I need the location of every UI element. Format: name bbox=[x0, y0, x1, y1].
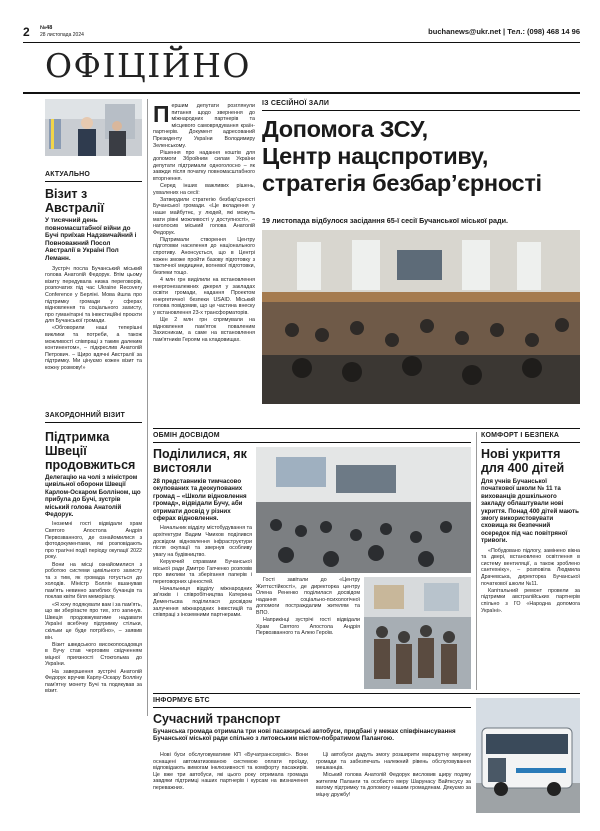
masthead-title: ОФІЦІЙНО bbox=[45, 46, 251, 85]
session-headline: Допомога ЗСУ, Центр нацспротиву, стратегія безбар’єрності bbox=[262, 116, 542, 196]
article-exchange-mid: Гості завітали до «Центру Життєстійкості», де директорка центру Олена Рененко поділилася досвідом надання соціально-психологічної допомоги постраждалим жителям та ВПО. Наприкінці зустрічі гості відвідали Храм Святого Апостола Андрія Первозванного та Алею Героїв. bbox=[256, 577, 360, 637]
session-subhead: 19 листопада відбулося засідання 65-ї сесії Бучанської міської ради. bbox=[262, 216, 508, 225]
header-rule bbox=[23, 42, 580, 43]
column-divider-right bbox=[476, 432, 477, 690]
article-lead: 28 представників тимчасово окупованих та деокупованих громад – «Школи відновлення громад», відвідали Бучу, аби отримати досвід у різних сферах відновлення. bbox=[153, 478, 247, 523]
header-separator: | bbox=[503, 27, 506, 36]
header-email[interactable]: buchanews@ukr.net bbox=[428, 27, 501, 36]
section-label-session: ІЗ СЕСІЙНОЇ ЗАЛИ bbox=[262, 100, 580, 111]
article-lead: У тисячний день повномасштабної війни до Бучі приїхав Надзвичайний і Повноважний Посол Австралії в Україні Пол Леманн. bbox=[45, 217, 137, 262]
bottom-rule bbox=[153, 693, 580, 694]
article-transport-body: Нові буси обслуговуватиме КП «Бучатранссервіс». Вони оснащені автоматизованою системою оплати проїзду, відповідають вимогам інклюзивності та комфорту пасажирів. Це вже три автобуси, які цього року отримала громада завдяки підтримці наших партнерів і курсам на визначення переважних. Ці автобуси дадуть змогу розширити маршрутну мережу громади та забезпечать належний рівень обслуговування мешканців. Міський голова Анатолій Федорук висловив щиру подяку жителям Паланги та особисто меру Шарунасу Вайтксусу за вагому підтримку та допомогу нашим громадянам. Дякуємо за міцну дружбу! bbox=[153, 752, 471, 799]
article-lead: Делегацію на чолі з міністром цивільної оборони Швеції Карлом-Оскаром Болліном, що прибула до Бучі, зустрів міський голова Анатолій Федорук. bbox=[45, 474, 141, 519]
article-body: Іноземні гості відвідали храм Святого Апостола Андрія Первозванного, де ознайомилися з фотодокументами, які розповідають про трагічні події періоду окупації 2022 року. Вони на місці ознайомилися з роботою системи цивільного захисту та з тим, як громада готується до холодів. Міністр Боллін вшанував пам'ять невинно загиблих бучанців та поклав квіти біля меморіалу. «Я хочу подякувати вам і за пам'ять, що ви зберігаєте про тих, хто загинув. Швеція продовжуватиме надавати Україні всебічну підтримку стільки, скільки це буде потрібно», – заявив він. Візит шведського високопосадовця в Бучу став черговим свідченням міцної приязності Стокгольма до України. На завершення зустрічі Анатолій Федорук вручив Карлу-Оскару Болліну пам'ятну монету Бучі та подякував за візит. bbox=[45, 521, 142, 695]
article-headline: Поділилися, як вистояли bbox=[153, 447, 247, 475]
issue-date: 28 листопада 2024 bbox=[40, 32, 84, 38]
header-contacts bbox=[428, 27, 580, 36]
page-header bbox=[23, 25, 580, 42]
header-phone: Тел.: (098) 468 14 96 bbox=[507, 27, 580, 36]
section-label-foreign: ЗАКОРДОННИЙ ВІЗИТ bbox=[45, 412, 142, 423]
article-exchange-left bbox=[153, 447, 252, 619]
article-body: Начальник відділу містобудування та архітектури Вадим Чмихов поділився досвідом відновлення інфраструктури після окупації та звернув особливу увагу на будівництво. Керуючий справами Бучанської міської ради Дмитро Гапченко розповів про виклики та зберігання паперів і переговорних цінностей. Начальниця відділу міжнародних зв'язків і співробітництва Катерина Дементьєва поділилася досвідом залучення міжнародних інвестицій та співпраці з іноземними партнерами. bbox=[153, 525, 252, 619]
section-label-actual: АКТУАЛЬНО bbox=[45, 171, 142, 182]
article-headline: Нові укриття для 400 дітей bbox=[481, 447, 565, 475]
article-body: Зустріч посла Бучанський міський голова Анатолій Федорук. Втім цьому візиту передувала низка переговорів, розпочатих під час Ukraine Recovery Conference у Берліні. Мова йшла про підтримку громади у сферах відновлення та соціального захисту, про гуманітарні та інвестиційні проєкти для Бучанської громади. «Обговорили наші теперішні виклики та потреби, а також можливості співпраці з таким далеким континентом», – підкреслив Анатолій Петрович. – Щиро вдячні Австралії за підтримку. Ми цінуємо кожен візит та кожну розмову!» bbox=[45, 265, 142, 371]
exchange-photo-visit bbox=[364, 577, 471, 689]
section-label-comfort: КОМФОРТ І БЕЗПЕКА bbox=[481, 432, 580, 443]
article-headline: Візит з Австралії bbox=[45, 187, 104, 215]
session-article-text: П ершим депутати розглянули питання щодо звернення до міжнародних партнерів та місцевого самоврядування країн-партнерів. Документ адресований Президенту України Володимиру Зеленському. Рішення про надання коштів для допомоги Збройним силам України депутати підтримали одноголосно – як завжди після початку повномасштабного вторгнення. Серед інших важливих рішень, ухвалених на сесії: Затвердили стратегію безбар'єрності Бучанської громади. «Це вкладення у наше майбутнє, у людей, які можуть мати рівні можливості у доступності», – наголосив міський голова Анатолій Федорук. Підтримали створення Центру підготовки населення до національного спротиву. Анонсується, що в Центрі кожен зможе пройти базову підготовку з тактичної медицини, вогневої підготовки, безпеки тощо. 4 млн грн виділили на встановлення енергонезалежних джерел у закладах освіти громади, надання Проектом енергетичної безпеки USAID. Міський голова повідомив, що це частина внеску у встановлення 23-х трансформаторів. Ще 2 млн грн спрямували на відновлення пам'яток поваленим Захисникам, а саме на встановлення пам'ятників Героям на кладовищах. bbox=[153, 101, 255, 343]
section-label-bts: ІНФОРМУЄ БТС bbox=[153, 697, 471, 708]
article-headline: Сучасний транспорт bbox=[153, 712, 281, 726]
exchange-photo-group bbox=[256, 447, 471, 573]
drop-cap: П bbox=[153, 101, 170, 127]
article-lead: Бучанська громада отримала три нові пасажирські автобуси, придбані у межах співфінансування Бучанської міської ради спільно з литовським містом-побратимом Палангою. bbox=[153, 728, 456, 743]
mid-rule bbox=[153, 428, 580, 429]
issue-number: №48 bbox=[40, 25, 53, 31]
article-headline: Підтримка Швеції продовжиться bbox=[45, 430, 136, 472]
bus-photo bbox=[476, 698, 580, 813]
page-number: 2 bbox=[23, 25, 30, 39]
masthead-rule bbox=[23, 92, 580, 94]
article-body: «Побудовано підлогу, замінено вікна та двері, встановлено освітлення в систему вентиляції, а також зроблено сантехніку», – розповіла Людмила Драчевська, директорка Бучанської початкової школи №11. Капітальний ремонт провели за підтримки австралійських партнерів спільно з ГО «Народна допомога Україні». bbox=[481, 547, 580, 614]
article-lead: Для учнів Бучанської початкової школи № 11 та вихованців дошкільного закладу облаштували нові укриття. Понад 400 дітей мають змогу використовувати сховища як безпечний осередок під час повітряної тривоги. bbox=[481, 478, 579, 545]
article-sweden bbox=[45, 430, 142, 695]
article-visit-australia bbox=[45, 187, 142, 372]
article-shelter bbox=[481, 447, 580, 615]
ambassador-photo bbox=[45, 99, 142, 156]
column-divider bbox=[147, 99, 148, 716]
session-hall-photo bbox=[262, 230, 580, 404]
article-transport bbox=[153, 712, 471, 743]
section-label-exchange: ОБМІН ДОСВІДОМ bbox=[153, 432, 471, 443]
